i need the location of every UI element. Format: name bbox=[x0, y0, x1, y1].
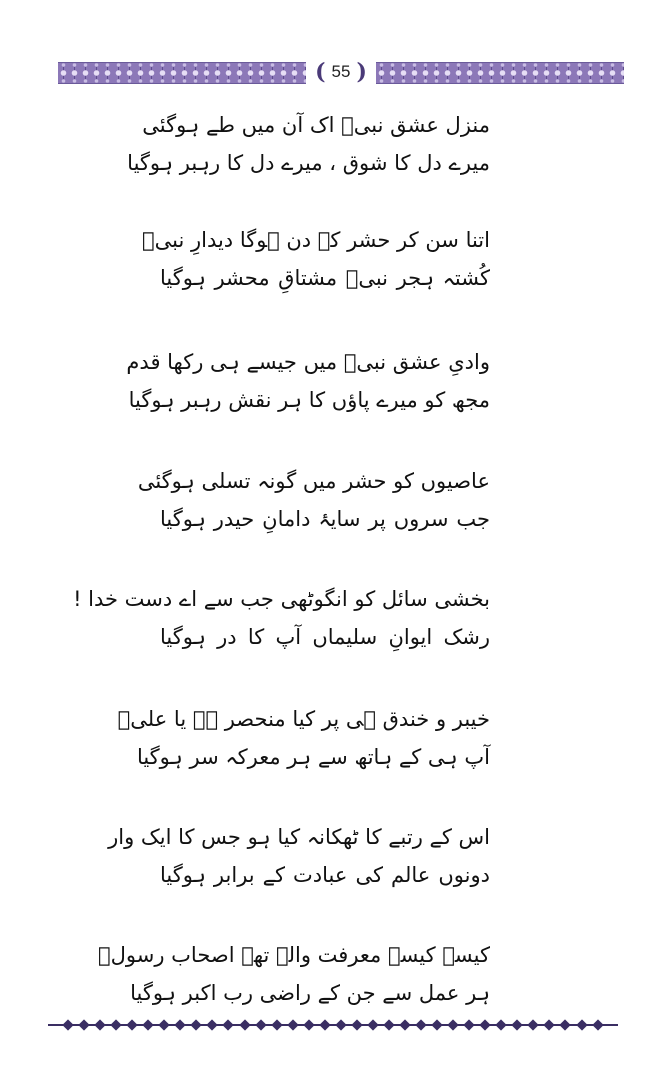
diamond-ornament bbox=[415, 1019, 426, 1030]
diamond-ornament bbox=[239, 1019, 250, 1030]
diamond-ornament bbox=[383, 1019, 394, 1030]
stanza-8 bbox=[98, 936, 490, 1012]
verse-line: مجھ کو میرے پاؤں کا ہر نقش رہبر ہوگیا bbox=[128, 388, 490, 412]
verse-line: آپ ہی کے ہاتھ سے ہر معرکہ سر ہوگیا bbox=[136, 745, 490, 769]
verse-line: اس کے رتبے کا ٹھکانہ کیا ہو جس کا ایک وار bbox=[108, 825, 490, 849]
verse-line: جب سروں پر سایۂ دامانِ حیدر ہوگیا bbox=[160, 507, 490, 531]
footer-diamond-chain bbox=[64, 1019, 602, 1031]
footer-ornament bbox=[48, 1017, 618, 1033]
verse-line: منزل عشق نبیؐ اک آن میں طے ہوگئی bbox=[142, 113, 490, 137]
diamond-ornament bbox=[159, 1019, 170, 1030]
verse-line: اتنا سن کر حشر کے دن ہوگا دیدارِ نبیؐ bbox=[142, 228, 490, 252]
diamond-ornament bbox=[431, 1019, 442, 1030]
stanza-5 bbox=[73, 580, 490, 656]
diamond-ornament bbox=[191, 1019, 202, 1030]
diamond-ornament bbox=[399, 1019, 410, 1030]
verse-line: دونوں عالم کی عبادت کے برابر ہوگیا bbox=[160, 863, 490, 887]
diamond-ornament bbox=[207, 1019, 218, 1030]
diamond-ornament bbox=[367, 1019, 378, 1030]
diamond-ornament bbox=[464, 1019, 475, 1030]
verse-line: کیسے کیسے معرفت والے تھے اصحاب رسولؐ bbox=[98, 943, 490, 967]
diamond-ornament bbox=[62, 1019, 73, 1030]
verse-line: عاصیوں کو حشر میں گونہ تسلی ہوگئی bbox=[137, 469, 490, 493]
verse-line: بخشی سائل کو انگوٹھی جب سے اے دست خدا ! bbox=[73, 587, 490, 611]
diamond-ornament bbox=[271, 1019, 282, 1030]
diamond-ornament bbox=[287, 1019, 298, 1030]
diamond-ornament bbox=[544, 1019, 555, 1030]
page-number-paren-right: ) bbox=[356, 59, 367, 85]
page-number-paren-left: ( bbox=[315, 59, 326, 85]
diamond-ornament bbox=[94, 1019, 105, 1030]
diamond-ornament bbox=[335, 1019, 346, 1030]
verse-line: وادیِ عشق نبیؐ میں جیسے ہی رکھا قدم bbox=[126, 350, 490, 374]
header-ornament-left bbox=[58, 62, 306, 84]
verse-line: کُشتہ ہجر نبیؐ مشتاقِ محشر ہوگیا bbox=[160, 266, 490, 290]
diamond-ornament bbox=[512, 1019, 523, 1030]
diamond-ornament bbox=[303, 1019, 314, 1030]
diamond-ornament bbox=[447, 1019, 458, 1030]
diamond-ornament bbox=[110, 1019, 121, 1030]
diamond-ornament bbox=[480, 1019, 491, 1030]
verse-line: خیبر و خندق ہی پر کیا منحصر ہے یا علیؓ bbox=[117, 707, 490, 731]
stanza-2 bbox=[142, 221, 490, 297]
diamond-ornament bbox=[255, 1019, 266, 1030]
verse-line: رشک ایوانِ سلیماں آپ کا در ہوگیا bbox=[160, 625, 490, 649]
header-ornament-right bbox=[376, 62, 624, 84]
verse-line: میرے دل کا شوق ، میرے دل کا رہبر ہوگیا bbox=[127, 151, 490, 175]
page-number: 55 bbox=[331, 62, 351, 81]
page-number-frame bbox=[306, 60, 376, 84]
diamond-ornament bbox=[78, 1019, 89, 1030]
diamond-ornament bbox=[592, 1019, 603, 1030]
diamond-ornament bbox=[175, 1019, 186, 1030]
stanza-3 bbox=[126, 343, 490, 419]
stanza-7 bbox=[108, 818, 490, 894]
stanza-6 bbox=[117, 700, 490, 776]
diamond-ornament bbox=[576, 1019, 587, 1030]
diamond-ornament bbox=[127, 1019, 138, 1030]
diamond-ornament bbox=[223, 1019, 234, 1030]
stanza-1 bbox=[127, 106, 490, 182]
diamond-ornament bbox=[528, 1019, 539, 1030]
diamond-ornament bbox=[560, 1019, 571, 1030]
diamond-ornament bbox=[143, 1019, 154, 1030]
page-header-ornament bbox=[58, 60, 624, 84]
diamond-ornament bbox=[351, 1019, 362, 1030]
stanza-4 bbox=[137, 462, 490, 538]
verse-line: ہر عمل سے جن کے راضی رب اکبر ہوگیا bbox=[130, 981, 490, 1005]
diamond-ornament bbox=[496, 1019, 507, 1030]
diamond-ornament bbox=[319, 1019, 330, 1030]
